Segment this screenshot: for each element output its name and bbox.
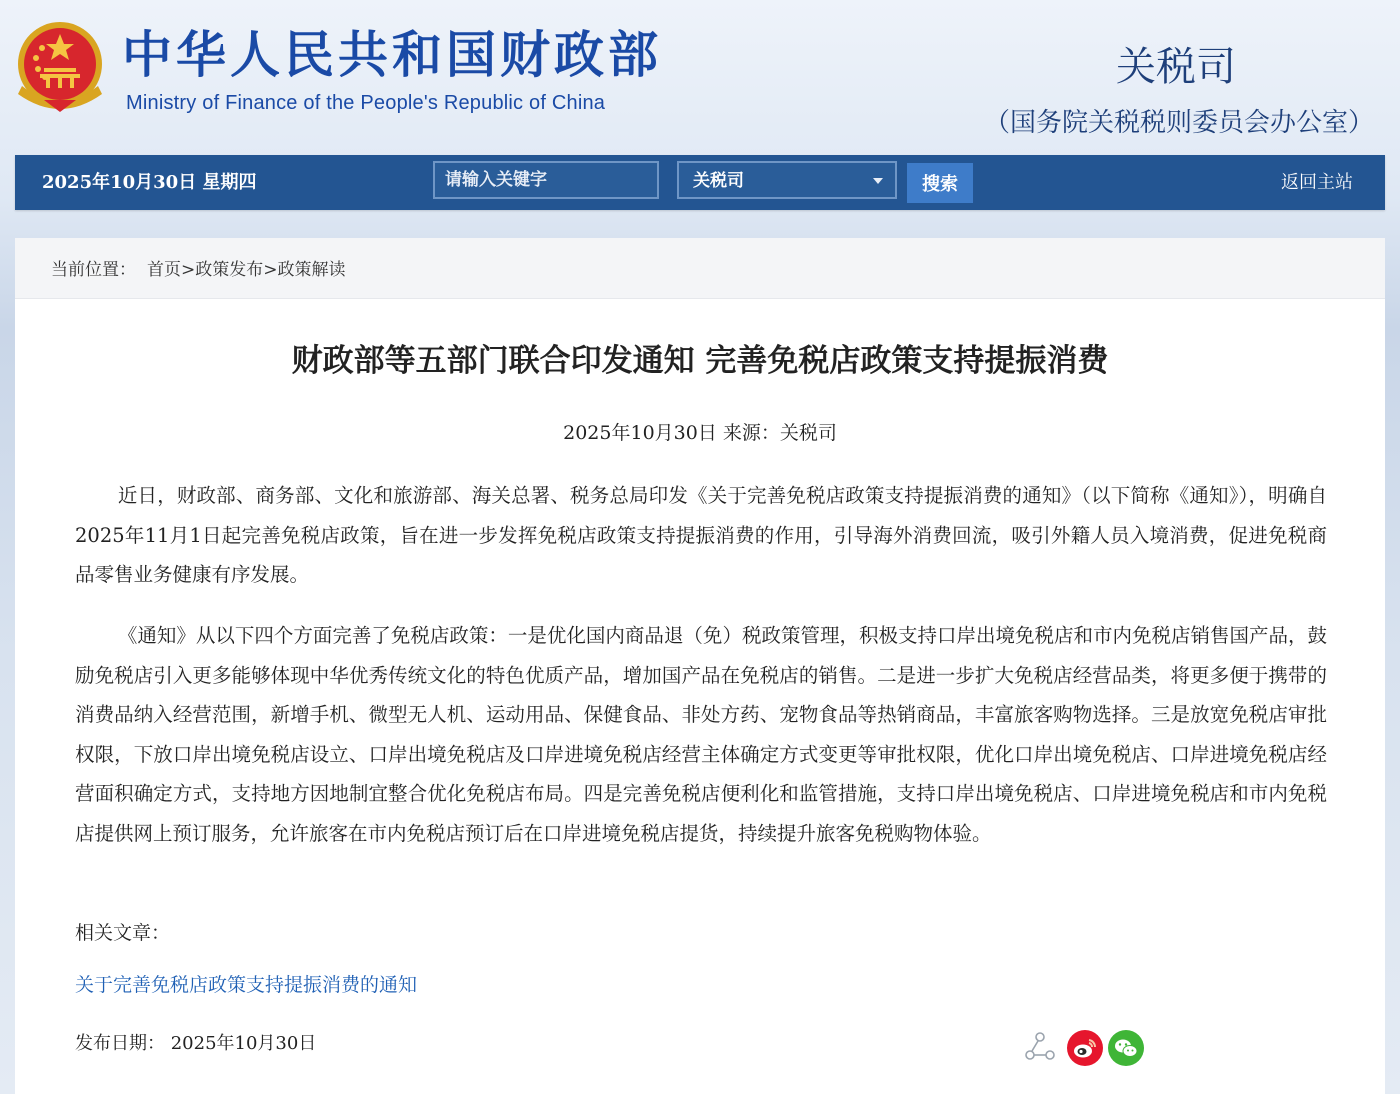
breadcrumb-policy-interpretation[interactable]: 政策解读 [277,260,346,280]
search-scope-select[interactable] [677,161,897,199]
article-paragraph: 近日，财政部、商务部、文化和旅游部、海关总署、税务总局印发《关于完善免税店政策支持提振消费的通知》（以下简称《通知》），明确自2025年11月1日起完善免税店政策，旨在进一步发挥免税店政策支持提振消费的作用，引导海外消费回流，吸引外籍人员入境消费，促进免税商品零售业务健康有序发展。 [75,484,1327,586]
breadcrumb-trail [147,258,346,282]
weibo-icon[interactable] [1067,1030,1103,1066]
article-paragraph: 《通知》从以下四个方面完善了免税店政策：一是优化国内商品退（免）税政策管理，积极支持口岸出境免税店和市内免税店销售国产品，鼓励免税店引入更多能够体现中华优秀传统文化的特色优质产品，增加国产品在免税店的销售。二是进一步扩大免税店经营品类，将更多便于携带的消费品纳入经营范围，新增手机、微型无人机、运动用品、保健食品、非处方药、宠物食品等热销商品，丰富旅客购物选择。三是放宽免税店审批权限，下放口岸出境免税店设立、口岸出境免税店及口岸进境免税店经营主体确定方式变更等审批权限，优化口岸出境免税店、口岸进境免税店经营面积确定方式，支持地方因地制宜整合优化免税店布局。四是完善免税店便利化和监管措施，支持口岸出境免税店、口岸进境免税店和市内免税店提供网上预订服务，允许旅客在市内免税店预订后在口岸进境免税店提货，持续提升旅客免税购物体验。 [75,624,1327,845]
org-name-en: Ministry of Finance of the People's Republic of China [126,92,606,114]
share-icon[interactable] [1024,1030,1056,1062]
search-input[interactable] [433,161,659,199]
org-name-cn: 中华人民共和国财政部 [122,26,662,84]
publish-date: 发布日期： 2025年10月30日 [75,1033,317,1054]
national-emblem-icon[interactable] [14,20,106,114]
top-nav-bar [15,155,1385,210]
current-date: 2025年10月30日 星期四 [42,172,257,193]
breadcrumb-home[interactable]: 首页 [147,260,181,280]
breadcrumb-policy-release[interactable]: 政策发布 [195,260,264,280]
return-home-link[interactable]: 返回主站 [1281,172,1353,193]
wechat-icon[interactable] [1108,1030,1144,1066]
article-panel [15,238,1385,1094]
related-article-link[interactable]: 关于完善免税店政策支持提振消费的通知 [75,974,418,996]
site-header [0,0,1400,155]
breadcrumb [15,238,1385,299]
department-subtitle: （国务院关税税则委员会办公室） [984,108,1375,138]
search-button[interactable]: 搜索 [907,163,973,203]
breadcrumb-prefix: 当前位置： [51,260,136,280]
breadcrumb-separator: > [181,260,196,280]
article-meta: 2025年10月30日 来源：关税司 [563,422,837,444]
scope-selected-value: 关税司 [693,171,744,191]
department-name: 关税司 [1116,44,1236,90]
related-articles-heading: 相关文章： [75,922,171,944]
article-title: 财政部等五部门联合印发通知 完善免税店政策支持提振消费 [291,343,1109,379]
breadcrumb-separator: > [263,260,278,280]
chevron-down-icon [873,178,883,184]
